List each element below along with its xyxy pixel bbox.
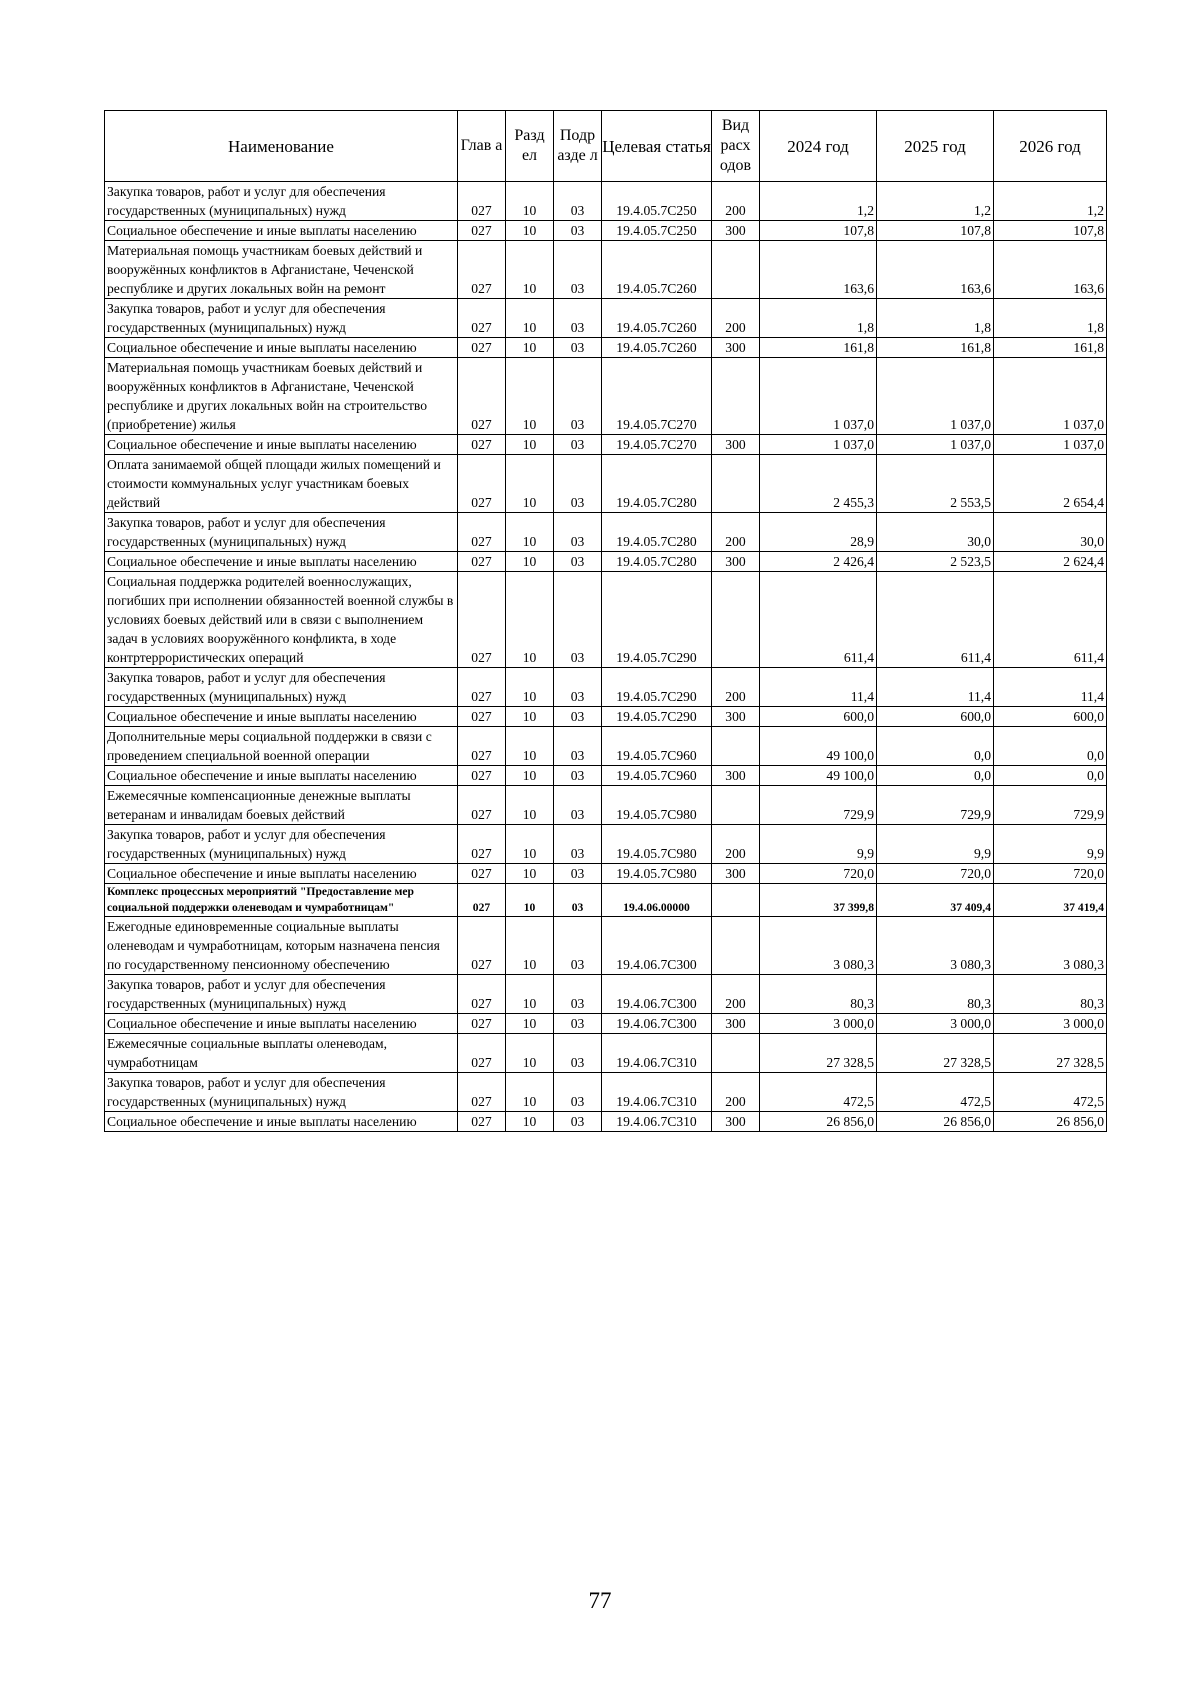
row-amount-2025-cell: 472,5 — [877, 1073, 994, 1112]
row-amount-2025-cell: 3 080,3 — [877, 917, 994, 975]
row-expense-type-cell — [712, 241, 760, 299]
row-glava-cell: 027 — [458, 917, 506, 975]
row-amount-2026-cell: 0,0 — [994, 727, 1107, 766]
row-podrazdel-cell: 03 — [554, 766, 602, 786]
row-expense-type-cell — [712, 727, 760, 766]
row-glava-cell: 027 — [458, 975, 506, 1014]
row-name-cell: Социальное обеспечение и иные выплаты населению — [105, 864, 458, 884]
row-amount-2026-cell: 80,3 — [994, 975, 1107, 1014]
row-expense-type-cell: 200 — [712, 182, 760, 221]
row-amount-2025-cell: 30,0 — [877, 513, 994, 552]
row-name-cell: Закупка товаров, работ и услуг для обеспечения государственных (муниципальных) нужд — [105, 668, 458, 707]
row-expense-type-cell: 300 — [712, 1014, 760, 1034]
row-amount-2024-cell: 2 426,4 — [760, 552, 877, 572]
row-amount-2024-cell: 720,0 — [760, 864, 877, 884]
row-glava-cell: 027 — [458, 572, 506, 668]
table-row — [105, 1034, 1107, 1073]
row-glava-cell: 027 — [458, 241, 506, 299]
row-amount-2025-cell: 163,6 — [877, 241, 994, 299]
row-name-cell: Закупка товаров, работ и услуг для обеспечения государственных (муниципальных) нужд — [105, 975, 458, 1014]
row-razdel-cell: 10 — [506, 786, 554, 825]
row-razdel-cell: 10 — [506, 1034, 554, 1073]
table-row — [105, 1112, 1107, 1132]
row-podrazdel-cell: 03 — [554, 455, 602, 513]
row-podrazdel-cell: 03 — [554, 668, 602, 707]
table-row — [105, 917, 1107, 975]
row-amount-2025-cell: 37 409,4 — [877, 884, 994, 917]
row-amount-2024-cell: 161,8 — [760, 338, 877, 358]
row-target-article-cell: 19.4.06.7C310 — [602, 1073, 712, 1112]
row-glava-cell: 027 — [458, 1034, 506, 1073]
row-razdel-cell: 10 — [506, 1073, 554, 1112]
row-podrazdel-cell: 03 — [554, 182, 602, 221]
row-name-cell: Социальное обеспечение и иные выплаты населению — [105, 435, 458, 455]
row-razdel-cell: 10 — [506, 975, 554, 1014]
row-name-cell: Материальная помощь участникам боевых действий и вооружённых конфликтов в Афганистане, Чеченской республике и других локальных войн на ремонт — [105, 241, 458, 299]
table-body — [105, 182, 1107, 1132]
row-target-article-cell: 19.4.05.7C280 — [602, 513, 712, 552]
row-amount-2026-cell: 729,9 — [994, 786, 1107, 825]
page-number: 77 — [588, 1588, 612, 1613]
row-amount-2026-cell: 161,8 — [994, 338, 1107, 358]
row-podrazdel-cell: 03 — [554, 435, 602, 455]
row-amount-2025-cell: 2 523,5 — [877, 552, 994, 572]
row-podrazdel-cell: 03 — [554, 1112, 602, 1132]
table-row — [105, 455, 1107, 513]
row-glava-cell: 027 — [458, 727, 506, 766]
row-name-cell: Ежемесячные компенсационные денежные выплаты ветеранам и инвалидам боевых действий — [105, 786, 458, 825]
row-name-cell: Закупка товаров, работ и услуг для обеспечения государственных (муниципальных) нужд — [105, 1073, 458, 1112]
table-row — [105, 513, 1107, 552]
row-podrazdel-cell: 03 — [554, 221, 602, 241]
header-name: Наименование — [105, 111, 458, 182]
row-podrazdel-cell: 03 — [554, 1034, 602, 1073]
row-amount-2025-cell: 26 856,0 — [877, 1112, 994, 1132]
row-glava-cell: 027 — [458, 766, 506, 786]
header-glava: Глав а — [458, 111, 506, 182]
row-name-cell: Оплата занимаемой общей площади жилых помещений и стоимости коммунальных услуг участникам боевых действий — [105, 455, 458, 513]
row-glava-cell: 027 — [458, 825, 506, 864]
table-row — [105, 358, 1107, 435]
row-podrazdel-cell: 03 — [554, 572, 602, 668]
row-razdel-cell: 10 — [506, 572, 554, 668]
row-amount-2024-cell: 107,8 — [760, 221, 877, 241]
row-target-article-cell: 19.4.05.7C980 — [602, 825, 712, 864]
row-target-article-cell: 19.4.06.00000 — [602, 884, 712, 917]
row-amount-2025-cell: 720,0 — [877, 864, 994, 884]
row-amount-2025-cell: 107,8 — [877, 221, 994, 241]
row-amount-2024-cell: 1,2 — [760, 182, 877, 221]
row-razdel-cell: 10 — [506, 241, 554, 299]
row-amount-2025-cell: 161,8 — [877, 338, 994, 358]
row-expense-type-cell — [712, 358, 760, 435]
row-amount-2026-cell: 37 419,4 — [994, 884, 1107, 917]
row-razdel-cell: 10 — [506, 668, 554, 707]
row-expense-type-cell: 200 — [712, 975, 760, 1014]
row-amount-2024-cell: 49 100,0 — [760, 766, 877, 786]
row-expense-type-cell: 200 — [712, 299, 760, 338]
row-name-cell: Социальное обеспечение и иные выплаты населению — [105, 552, 458, 572]
row-amount-2026-cell: 1 037,0 — [994, 358, 1107, 435]
row-amount-2026-cell: 9,9 — [994, 825, 1107, 864]
table-row — [105, 707, 1107, 727]
row-amount-2024-cell: 2 455,3 — [760, 455, 877, 513]
row-podrazdel-cell: 03 — [554, 552, 602, 572]
row-name-cell: Закупка товаров, работ и услуг для обеспечения государственных (муниципальных) нужд — [105, 825, 458, 864]
row-razdel-cell: 10 — [506, 299, 554, 338]
row-amount-2026-cell: 720,0 — [994, 864, 1107, 884]
row-amount-2024-cell: 3 000,0 — [760, 1014, 877, 1034]
row-glava-cell: 027 — [458, 552, 506, 572]
row-razdel-cell: 10 — [506, 864, 554, 884]
row-amount-2025-cell: 729,9 — [877, 786, 994, 825]
row-amount-2025-cell: 9,9 — [877, 825, 994, 864]
row-amount-2026-cell: 26 856,0 — [994, 1112, 1107, 1132]
row-amount-2026-cell: 3 000,0 — [994, 1014, 1107, 1034]
row-amount-2026-cell: 27 328,5 — [994, 1034, 1107, 1073]
row-target-article-cell: 19.4.05.7C250 — [602, 182, 712, 221]
row-target-article-cell: 19.4.06.7C300 — [602, 1014, 712, 1034]
row-amount-2026-cell: 163,6 — [994, 241, 1107, 299]
row-expense-type-cell: 300 — [712, 1112, 760, 1132]
table-row — [105, 221, 1107, 241]
row-target-article-cell: 19.4.06.7C300 — [602, 917, 712, 975]
row-glava-cell: 027 — [458, 338, 506, 358]
header-target-article: Целевая статья — [602, 111, 712, 182]
row-razdel-cell: 10 — [506, 435, 554, 455]
row-podrazdel-cell: 03 — [554, 707, 602, 727]
row-amount-2024-cell: 3 080,3 — [760, 917, 877, 975]
table-row — [105, 241, 1107, 299]
row-razdel-cell: 10 — [506, 552, 554, 572]
table-row — [105, 182, 1107, 221]
row-razdel-cell: 10 — [506, 358, 554, 435]
row-podrazdel-cell: 03 — [554, 241, 602, 299]
row-name-cell: Закупка товаров, работ и услуг для обеспечения государственных (муниципальных) нужд — [105, 513, 458, 552]
row-amount-2024-cell: 28,9 — [760, 513, 877, 552]
row-glava-cell: 027 — [458, 864, 506, 884]
row-expense-type-cell: 200 — [712, 668, 760, 707]
row-amount-2025-cell: 0,0 — [877, 727, 994, 766]
row-podrazdel-cell: 03 — [554, 1073, 602, 1112]
row-podrazdel-cell: 03 — [554, 884, 602, 917]
row-glava-cell: 027 — [458, 1112, 506, 1132]
row-amount-2024-cell: 611,4 — [760, 572, 877, 668]
row-amount-2026-cell: 2 624,4 — [994, 552, 1107, 572]
row-amount-2026-cell: 107,8 — [994, 221, 1107, 241]
table-row — [105, 786, 1107, 825]
table-row — [105, 766, 1107, 786]
row-glava-cell: 027 — [458, 707, 506, 727]
row-razdel-cell: 10 — [506, 727, 554, 766]
row-razdel-cell: 10 — [506, 917, 554, 975]
row-amount-2025-cell: 611,4 — [877, 572, 994, 668]
row-podrazdel-cell: 03 — [554, 299, 602, 338]
row-amount-2024-cell: 1 037,0 — [760, 358, 877, 435]
row-target-article-cell: 19.4.05.7C250 — [602, 221, 712, 241]
row-amount-2024-cell: 9,9 — [760, 825, 877, 864]
row-razdel-cell: 10 — [506, 338, 554, 358]
row-amount-2026-cell: 11,4 — [994, 668, 1107, 707]
row-expense-type-cell: 300 — [712, 435, 760, 455]
row-glava-cell: 027 — [458, 182, 506, 221]
row-razdel-cell: 10 — [506, 1014, 554, 1034]
table-row — [105, 1014, 1107, 1034]
row-expense-type-cell: 200 — [712, 825, 760, 864]
row-target-article-cell: 19.4.05.7C260 — [602, 338, 712, 358]
row-target-article-cell: 19.4.05.7C280 — [602, 455, 712, 513]
header-year-2025: 2025 год — [877, 111, 994, 182]
row-name-cell: Закупка товаров, работ и услуг для обеспечения государственных (муниципальных) нужд — [105, 182, 458, 221]
row-amount-2025-cell: 0,0 — [877, 766, 994, 786]
row-amount-2026-cell: 1 037,0 — [994, 435, 1107, 455]
row-name-cell: Социальное обеспечение и иные выплаты населению — [105, 707, 458, 727]
row-podrazdel-cell: 03 — [554, 358, 602, 435]
row-expense-type-cell — [712, 572, 760, 668]
row-name-cell: Ежегодные единовременные социальные выплаты оленеводам и чумработницам, которым назначена пенсия по государственному пенсионному обеспечению — [105, 917, 458, 975]
row-amount-2024-cell: 472,5 — [760, 1073, 877, 1112]
header-year-2024: 2024 год — [760, 111, 877, 182]
row-expense-type-cell: 300 — [712, 221, 760, 241]
row-target-article-cell: 19.4.06.7C300 — [602, 975, 712, 1014]
row-expense-type-cell — [712, 455, 760, 513]
row-razdel-cell: 10 — [506, 455, 554, 513]
table-row — [105, 552, 1107, 572]
table-row — [105, 727, 1107, 766]
row-expense-type-cell: 200 — [712, 513, 760, 552]
row-podrazdel-cell: 03 — [554, 864, 602, 884]
table-row — [105, 884, 1107, 917]
row-expense-type-cell — [712, 786, 760, 825]
row-podrazdel-cell: 03 — [554, 338, 602, 358]
row-amount-2024-cell: 1 037,0 — [760, 435, 877, 455]
table-row — [105, 299, 1107, 338]
row-amount-2025-cell: 27 328,5 — [877, 1034, 994, 1073]
row-glava-cell: 027 — [458, 786, 506, 825]
row-expense-type-cell — [712, 884, 760, 917]
row-amount-2024-cell: 49 100,0 — [760, 727, 877, 766]
row-target-article-cell: 19.4.05.7C290 — [602, 572, 712, 668]
row-expense-type-cell — [712, 1034, 760, 1073]
row-amount-2024-cell: 1,8 — [760, 299, 877, 338]
row-amount-2025-cell: 1 037,0 — [877, 358, 994, 435]
row-amount-2025-cell: 2 553,5 — [877, 455, 994, 513]
row-name-cell: Социальное обеспечение и иные выплаты населению — [105, 1112, 458, 1132]
table-row — [105, 435, 1107, 455]
row-expense-type-cell: 200 — [712, 1073, 760, 1112]
row-glava-cell: 027 — [458, 358, 506, 435]
table-row — [105, 864, 1107, 884]
row-glava-cell: 027 — [458, 1073, 506, 1112]
row-amount-2024-cell: 11,4 — [760, 668, 877, 707]
row-razdel-cell: 10 — [506, 1112, 554, 1132]
row-amount-2026-cell: 600,0 — [994, 707, 1107, 727]
row-amount-2026-cell: 1,8 — [994, 299, 1107, 338]
row-name-cell: Дополнительные меры социальной поддержки в связи с проведением специальной военной операции — [105, 727, 458, 766]
row-name-cell: Социальное обеспечение и иные выплаты населению — [105, 766, 458, 786]
header-podrazdel: Подр азде л — [554, 111, 602, 182]
row-amount-2025-cell: 1 037,0 — [877, 435, 994, 455]
row-glava-cell: 027 — [458, 513, 506, 552]
header-razdel: Разд ел — [506, 111, 554, 182]
row-target-article-cell: 19.4.05.7C960 — [602, 766, 712, 786]
row-razdel-cell: 10 — [506, 766, 554, 786]
header-year-2026: 2026 год — [994, 111, 1107, 182]
row-expense-type-cell: 300 — [712, 552, 760, 572]
row-amount-2025-cell: 1,2 — [877, 182, 994, 221]
row-expense-type-cell — [712, 917, 760, 975]
row-name-cell: Закупка товаров, работ и услуг для обеспечения государственных (муниципальных) нужд — [105, 299, 458, 338]
table-row — [105, 975, 1107, 1014]
row-expense-type-cell: 300 — [712, 766, 760, 786]
row-amount-2026-cell: 472,5 — [994, 1073, 1107, 1112]
table-header-row — [105, 111, 1107, 182]
row-name-cell: Социальное обеспечение и иные выплаты населению — [105, 1014, 458, 1034]
row-podrazdel-cell: 03 — [554, 825, 602, 864]
row-razdel-cell: 10 — [506, 221, 554, 241]
row-amount-2026-cell: 0,0 — [994, 766, 1107, 786]
row-amount-2025-cell: 3 000,0 — [877, 1014, 994, 1034]
table-row — [105, 825, 1107, 864]
table-row — [105, 338, 1107, 358]
row-amount-2024-cell: 163,6 — [760, 241, 877, 299]
row-expense-type-cell: 300 — [712, 707, 760, 727]
row-amount-2024-cell: 600,0 — [760, 707, 877, 727]
row-amount-2026-cell: 1,2 — [994, 182, 1107, 221]
row-amount-2024-cell: 80,3 — [760, 975, 877, 1014]
row-razdel-cell: 10 — [506, 825, 554, 864]
row-razdel-cell: 10 — [506, 884, 554, 917]
row-glava-cell: 027 — [458, 884, 506, 917]
row-target-article-cell: 19.4.05.7C290 — [602, 707, 712, 727]
row-amount-2025-cell: 11,4 — [877, 668, 994, 707]
row-name-cell: Социальная поддержка родителей военнослужащих, погибших при исполнении обязанностей военной службы в условиях боевых действий или в связи с выполнением задач в условиях вооружённого конфликта, в ходе контртеррористических операций — [105, 572, 458, 668]
row-target-article-cell: 19.4.05.7C980 — [602, 864, 712, 884]
budget-table — [104, 110, 1107, 1132]
row-amount-2026-cell: 2 654,4 — [994, 455, 1107, 513]
row-target-article-cell: 19.4.05.7C270 — [602, 358, 712, 435]
row-glava-cell: 027 — [458, 668, 506, 707]
row-amount-2024-cell: 729,9 — [760, 786, 877, 825]
row-name-cell: Ежемесячные социальные выплаты оленеводам, чумработницам — [105, 1034, 458, 1073]
row-target-article-cell: 19.4.05.7C270 — [602, 435, 712, 455]
row-amount-2025-cell: 80,3 — [877, 975, 994, 1014]
row-podrazdel-cell: 03 — [554, 917, 602, 975]
row-target-article-cell: 19.4.05.7C280 — [602, 552, 712, 572]
row-target-article-cell: 19.4.06.7C310 — [602, 1112, 712, 1132]
row-expense-type-cell: 300 — [712, 864, 760, 884]
row-amount-2025-cell: 1,8 — [877, 299, 994, 338]
table-row — [105, 1073, 1107, 1112]
row-amount-2026-cell: 30,0 — [994, 513, 1107, 552]
row-name-cell: Социальное обеспечение и иные выплаты населению — [105, 338, 458, 358]
row-amount-2026-cell: 3 080,3 — [994, 917, 1107, 975]
row-name-cell: Комплекс процессных мероприятий "Предоставление мер социальной поддержки оленеводам и чумработницам" — [105, 884, 458, 917]
row-podrazdel-cell: 03 — [554, 786, 602, 825]
row-podrazdel-cell: 03 — [554, 975, 602, 1014]
row-expense-type-cell: 300 — [712, 338, 760, 358]
row-target-article-cell: 19.4.05.7C260 — [602, 299, 712, 338]
row-amount-2026-cell: 611,4 — [994, 572, 1107, 668]
row-glava-cell: 027 — [458, 455, 506, 513]
row-amount-2024-cell: 26 856,0 — [760, 1112, 877, 1132]
row-target-article-cell: 19.4.06.7C310 — [602, 1034, 712, 1073]
row-razdel-cell: 10 — [506, 182, 554, 221]
row-target-article-cell: 19.4.05.7C980 — [602, 786, 712, 825]
row-podrazdel-cell: 03 — [554, 1014, 602, 1034]
row-razdel-cell: 10 — [506, 513, 554, 552]
row-podrazdel-cell: 03 — [554, 727, 602, 766]
table-row — [105, 668, 1107, 707]
row-name-cell: Материальная помощь участникам боевых действий и вооружённых конфликтов в Афганистане, Чеченской республике и других локальных войн на строительство (приобретение) жилья — [105, 358, 458, 435]
table-row — [105, 572, 1107, 668]
row-amount-2025-cell: 600,0 — [877, 707, 994, 727]
row-glava-cell: 027 — [458, 299, 506, 338]
row-target-article-cell: 19.4.05.7C290 — [602, 668, 712, 707]
row-razdel-cell: 10 — [506, 707, 554, 727]
row-amount-2024-cell: 37 399,8 — [760, 884, 877, 917]
row-glava-cell: 027 — [458, 1014, 506, 1034]
row-name-cell: Социальное обеспечение и иные выплаты населению — [105, 221, 458, 241]
row-target-article-cell: 19.4.05.7C960 — [602, 727, 712, 766]
row-podrazdel-cell: 03 — [554, 513, 602, 552]
row-glava-cell: 027 — [458, 435, 506, 455]
row-amount-2024-cell: 27 328,5 — [760, 1034, 877, 1073]
header-expense-type: Вид расх одов — [712, 111, 760, 182]
row-glava-cell: 027 — [458, 221, 506, 241]
row-target-article-cell: 19.4.05.7C260 — [602, 241, 712, 299]
